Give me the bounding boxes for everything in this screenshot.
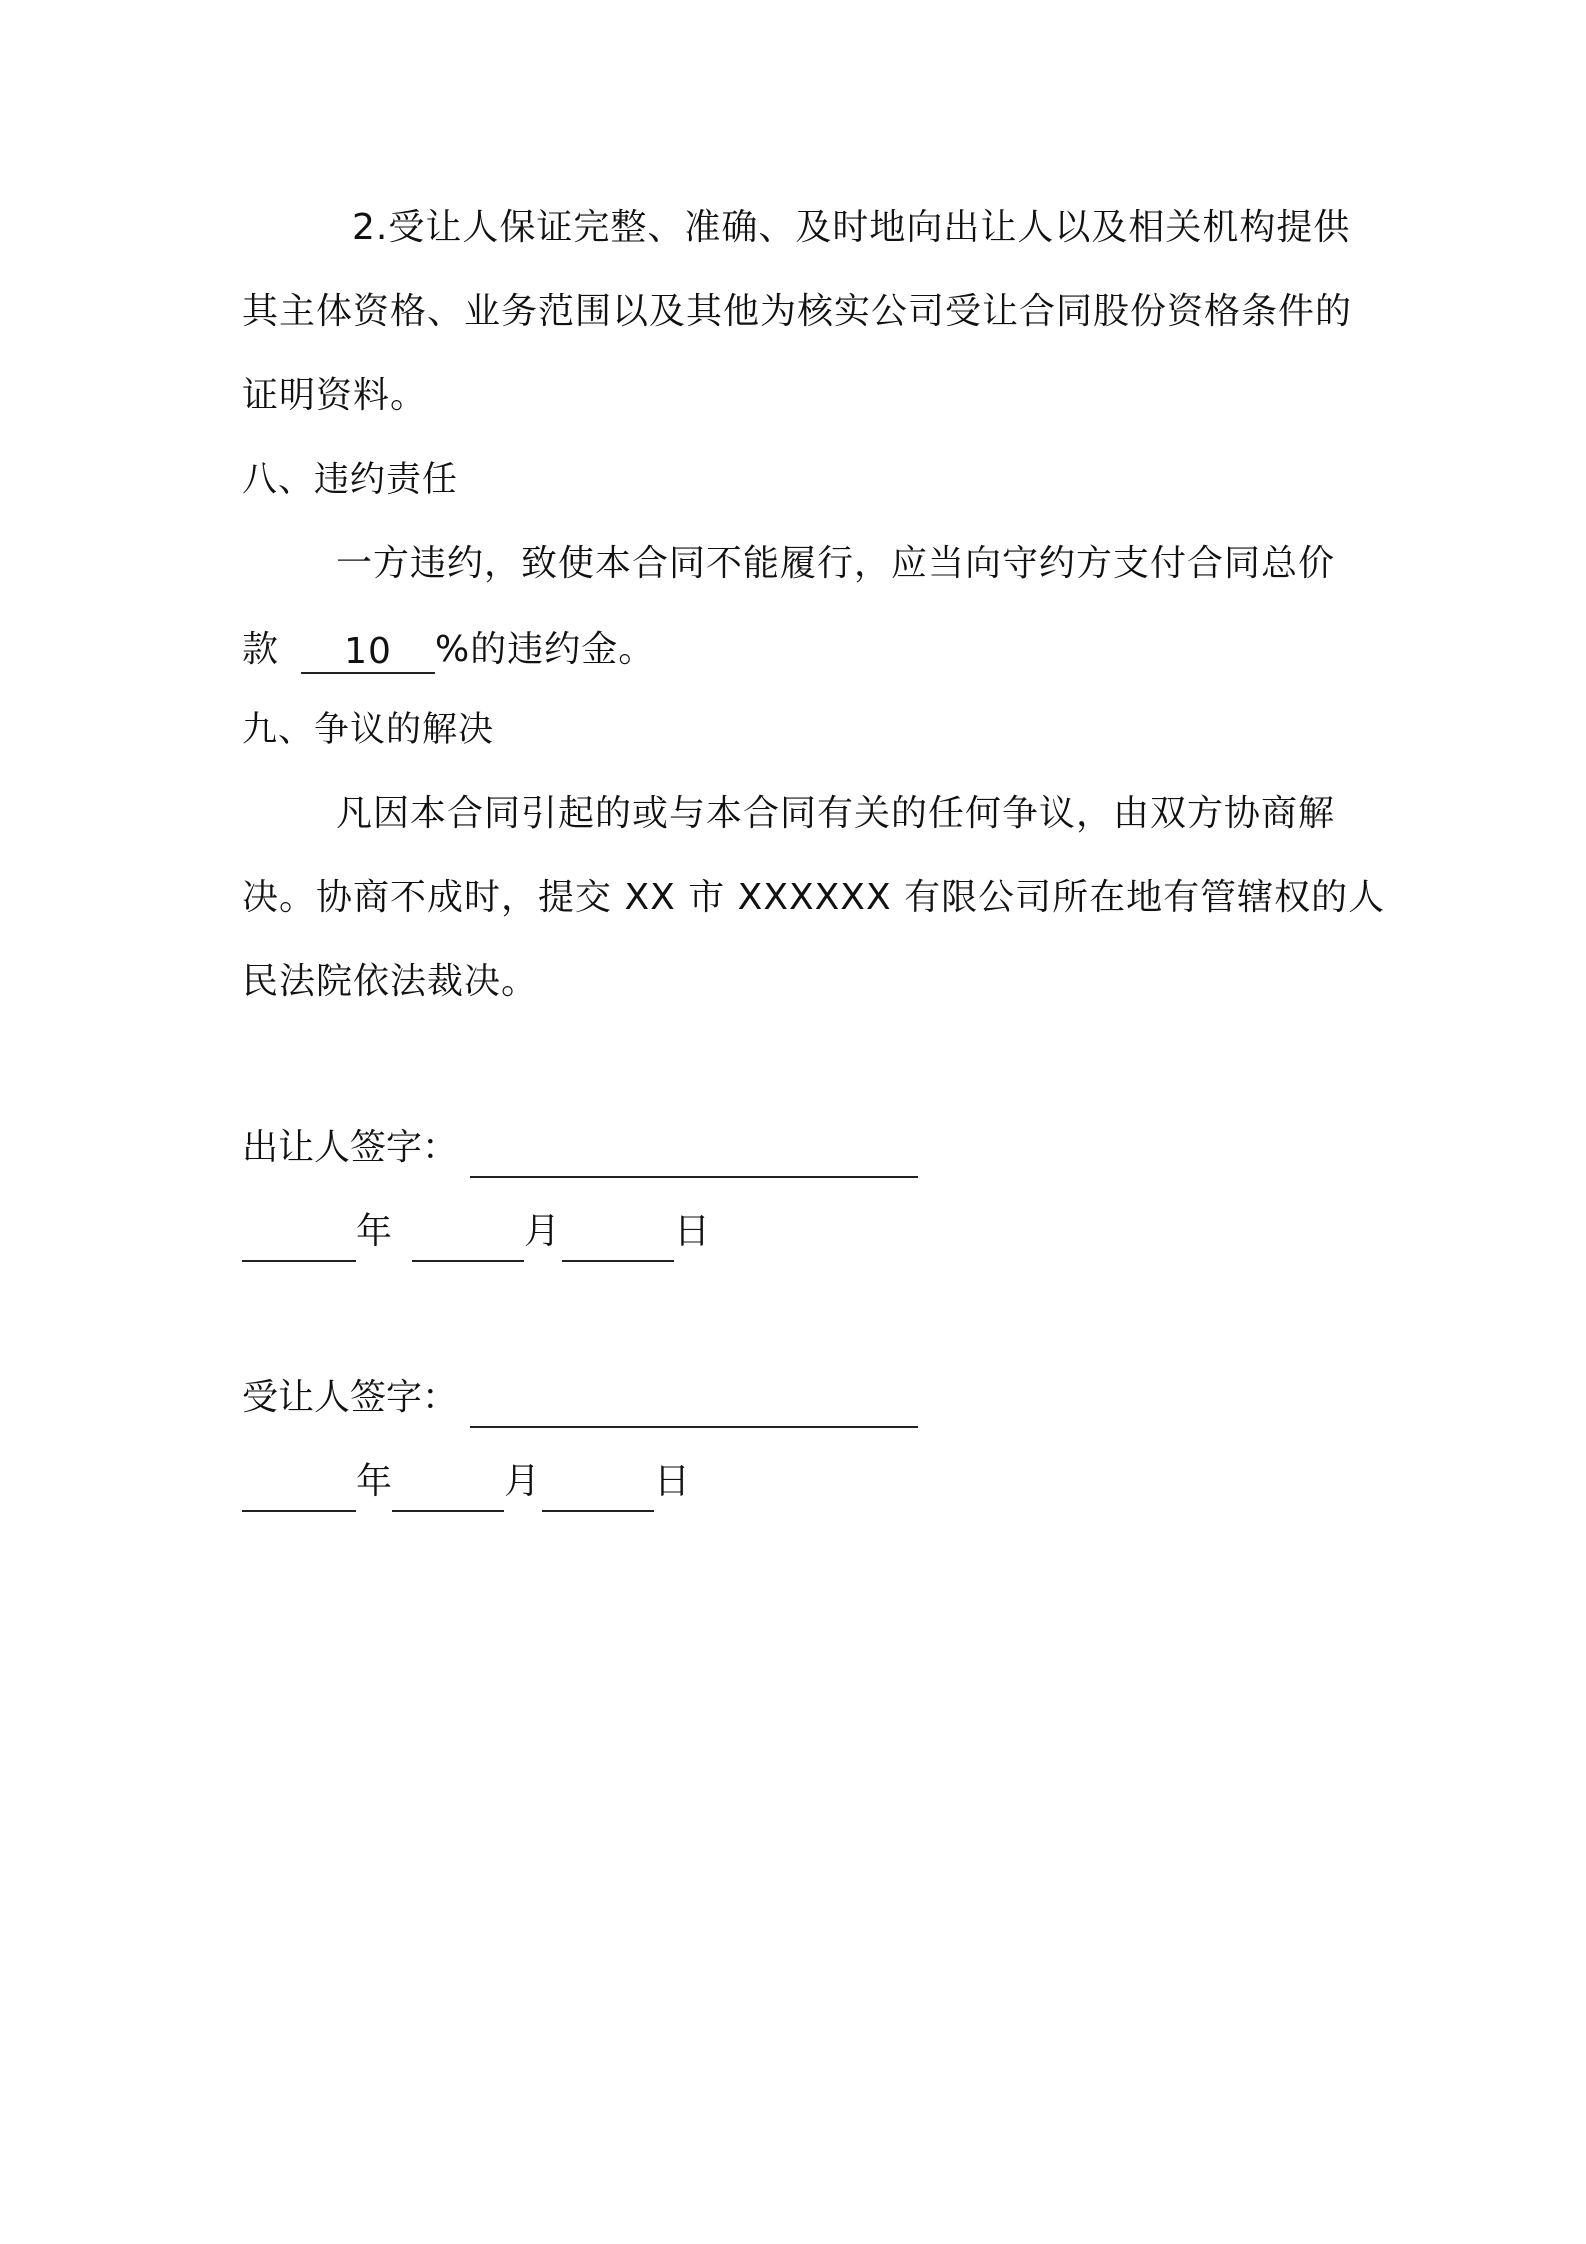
transferee-signature-field[interactable] — [470, 1424, 918, 1428]
clause9-body-line2: 决。协商不成时，提交 XX 市 XXXXXX 有限公司所在地有管辖权的人 — [242, 877, 1386, 918]
clause8-body-line2 — [242, 626, 1362, 674]
clause9-body-line1: 凡因本合同引起的或与本合同有关的任何争议，由双方协商解 — [336, 793, 1336, 834]
clause8-prefix: 款 — [242, 629, 280, 670]
clause8-body-line1: 一方违约，致使本合同不能履行，应当向守约方支付合同总价 — [336, 543, 1336, 584]
transferor-day-label: 日 — [674, 1211, 711, 1252]
transferee-day-field[interactable] — [542, 1508, 654, 1512]
transferee-month-field[interactable] — [392, 1508, 504, 1512]
transferor-signature-field[interactable] — [470, 1174, 918, 1178]
transferor-month-field[interactable] — [412, 1258, 524, 1262]
penalty-percent-field[interactable]: 10 — [301, 632, 435, 674]
transferee-day-label: 日 — [654, 1461, 691, 1502]
clause7-item2-line2: 其主体资格、业务范围以及其他为核实公司受让合同股份资格条件的 — [242, 291, 1353, 332]
transferor-signature-label: 出让人签字： — [242, 1127, 459, 1168]
transferor-month-label: 月 — [524, 1211, 561, 1252]
clause7-item2-line1: 2.受让人保证完整、准确、及时地向出让人以及相关机构提供 — [352, 207, 1351, 248]
clause8-heading: 八、违约责任 — [242, 460, 459, 500]
clause9-body-line3: 民法院依法裁决。 — [242, 961, 539, 1002]
transferee-signature-label: 受让人签字： — [242, 1377, 459, 1418]
transferee-year-field[interactable] — [242, 1508, 356, 1512]
clause9-heading: 九、争议的解决 — [242, 710, 495, 750]
clause8-suffix: %的违约金。 — [435, 629, 656, 670]
transferee-year-label: 年 — [356, 1461, 393, 1502]
transferor-year-label: 年 — [356, 1211, 393, 1252]
transferor-year-field[interactable] — [242, 1258, 356, 1262]
transferor-day-field[interactable] — [562, 1258, 674, 1262]
transferee-month-label: 月 — [504, 1461, 541, 1502]
clause7-item2-line3: 证明资料。 — [242, 375, 428, 416]
